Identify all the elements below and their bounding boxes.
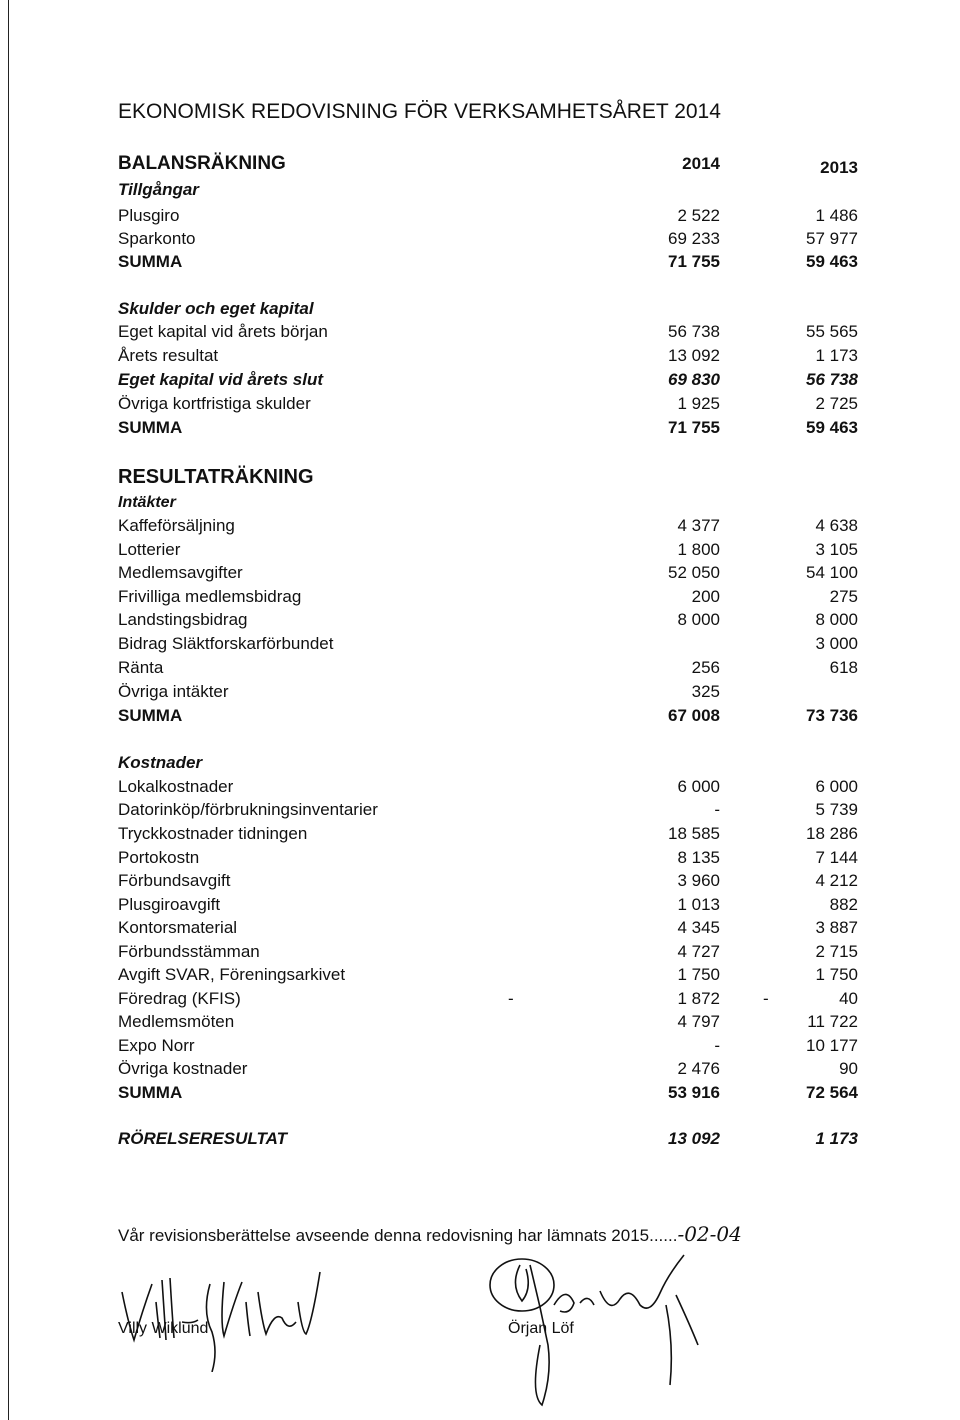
value-2014: 67 008 (668, 706, 720, 725)
table-row (118, 585, 878, 609)
value-2013: 6 000 (815, 777, 858, 796)
value-2013: 18 286 (806, 824, 858, 843)
value-2013: 40 (839, 989, 858, 1008)
row-label: Kaffeförsäljning (118, 516, 235, 535)
assets-heading: Tillgångar (118, 180, 199, 199)
row-label: RÖRELSERESULTAT (118, 1129, 288, 1148)
row-label: SUMMA (118, 706, 183, 725)
value-2014: 1 872 (677, 989, 720, 1008)
row-label: Kontorsmaterial (118, 918, 238, 937)
row-label: Expo Norr (118, 1036, 195, 1055)
value-2013: 54 100 (806, 563, 858, 582)
row-label: Övriga intäkter (118, 682, 229, 701)
value-2013: 7 144 (815, 848, 858, 867)
audit-note-dots: ...... (649, 1226, 678, 1245)
value-2014: 256 (691, 658, 720, 677)
section-heading (118, 751, 878, 775)
value-2013: 73 736 (806, 706, 858, 725)
section-heading (118, 178, 878, 202)
value-2014: 4 727 (677, 942, 720, 961)
row-label: SUMMA (118, 252, 183, 271)
value-2014: 8 000 (677, 610, 720, 629)
value-2014: 18 585 (668, 824, 720, 843)
table-row (118, 227, 878, 251)
value-2013: 4 638 (815, 516, 858, 535)
value-2014: 52 050 (668, 563, 720, 582)
table-row (118, 392, 878, 416)
sum-row (118, 250, 878, 274)
value-2014: 1 925 (677, 394, 720, 413)
value-2013: 3 887 (815, 918, 858, 937)
table-row (118, 561, 878, 585)
table-row (118, 344, 878, 368)
value-2014: - (714, 800, 720, 819)
value-2013: 1 750 (815, 965, 858, 984)
value-2013: 1 173 (815, 346, 858, 365)
value-2014: 71 755 (668, 252, 720, 271)
sum-row (118, 416, 878, 440)
value-2014: 3 960 (677, 871, 720, 890)
value-2014: 1 013 (677, 895, 720, 914)
value-2013: 56 738 (806, 370, 858, 389)
table-row (118, 798, 878, 822)
income-header-row (118, 465, 878, 489)
balance-header-row (118, 152, 878, 176)
table-row (118, 940, 878, 964)
value-2013: 59 463 (806, 252, 858, 271)
value-2013: 882 (829, 895, 858, 914)
audit-note (118, 1222, 742, 1246)
value-2013: 8 000 (815, 610, 858, 629)
table-row (118, 514, 878, 538)
value-2013: 59 463 (806, 418, 858, 437)
row-label: Övriga kostnader (118, 1059, 248, 1078)
row-label: Årets resultat (118, 346, 219, 365)
value-2014: 200 (691, 587, 720, 606)
row-label: SUMMA (118, 1083, 183, 1102)
value-2014: 4 345 (677, 918, 720, 937)
value-2014: 4 797 (677, 1012, 720, 1031)
table-row (118, 822, 878, 846)
value-2014: 69 830 (668, 370, 720, 389)
row-label: Sparkonto (118, 229, 196, 248)
audit-note-text: Vår revisionsberättelse avseende denna redovisning har lämnats 2015 (118, 1226, 650, 1245)
table-row (118, 775, 878, 799)
row-label: Bidrag Släktforskarförbundet (118, 634, 334, 653)
row-label: Portokostn (118, 848, 200, 867)
table-row (118, 320, 878, 344)
signature-orjan-lof (470, 1245, 710, 1420)
value-2014: 4 377 (677, 516, 720, 535)
signature-villy-wiklund (112, 1262, 332, 1372)
equity-end-row (118, 368, 878, 392)
row-label: Frivilliga medlemsbidrag (118, 587, 302, 606)
income-heading: RESULTATRÄKNING (118, 466, 314, 488)
row-label: Eget kapital vid årets början (118, 322, 328, 341)
row-label: Förbundsavgift (118, 871, 231, 890)
col-2013-header: 2013 (820, 158, 858, 177)
row-label: Tryckkostnader tidningen (118, 824, 308, 843)
value-2014: 1 750 (677, 965, 720, 984)
signer-name-2: Örjan Löf (508, 1320, 574, 1337)
value-2014: 56 738 (668, 322, 720, 341)
table-row (118, 538, 878, 562)
value-2013: 1 173 (815, 1129, 858, 1148)
row-label: Avgift SVAR, Föreningsarkivet (118, 965, 346, 984)
row-label: Lokalkostnader (118, 777, 234, 796)
col-2014-header: 2014 (682, 154, 720, 173)
value-2013: 2 725 (815, 394, 858, 413)
value-2013: 275 (829, 587, 858, 606)
table-row (118, 680, 878, 704)
value-2013: 90 (839, 1059, 858, 1078)
row-label: Övriga kortfristiga skulder (118, 394, 311, 413)
value-2014: 325 (691, 682, 720, 701)
value-2014: 71 755 (668, 418, 720, 437)
value-2013: 4 212 (815, 871, 858, 890)
row-label: Ränta (118, 658, 164, 677)
value-2014: 13 092 (668, 346, 720, 365)
value-2013: 55 565 (806, 322, 858, 341)
table-row (118, 893, 878, 917)
table-row (118, 608, 878, 632)
value-2013: 3 105 (815, 540, 858, 559)
row-label: Lotterier (118, 540, 181, 559)
balance-heading: BALANSRÄKNING (118, 153, 286, 174)
value-2013: 1 486 (815, 206, 858, 225)
table-row (118, 656, 878, 680)
row-label: SUMMA (118, 418, 183, 437)
section-heading (118, 491, 878, 515)
value-2014: 6 000 (677, 777, 720, 796)
table-row (118, 869, 878, 893)
table-row (118, 204, 878, 228)
table-row (118, 916, 878, 940)
row-label: Eget kapital vid årets slut (118, 370, 324, 389)
row-label: Landstingsbidrag (118, 610, 248, 629)
value-2014: 69 233 (668, 229, 720, 248)
page-title: EKONOMISK REDOVISNING FÖR VERKSAMHETSÅRET 2014 (118, 100, 721, 123)
sum-row (118, 704, 878, 728)
row-label: Förbundsstämman (118, 942, 260, 961)
handwritten-date: -02-04 (677, 1222, 742, 1246)
value-2014: 1 800 (677, 540, 720, 559)
minus-sign-2014: - (508, 989, 514, 1008)
section-heading (118, 297, 878, 321)
cost-heading: Kostnader (118, 753, 203, 772)
row-label: Datorinköp/förbrukningsinventarier (118, 800, 378, 819)
table-row (118, 1057, 878, 1081)
value-2014: 2 522 (677, 206, 720, 225)
operating-result-row (118, 1127, 878, 1151)
value-2013: 72 564 (806, 1083, 858, 1102)
table-row (118, 846, 878, 870)
row-label: Medlemsavgifter (118, 563, 243, 582)
value-2013: 11 722 (807, 1012, 858, 1031)
value-2013: 10 177 (806, 1036, 858, 1055)
sum-row (118, 1081, 878, 1105)
value-2014: 2 476 (677, 1059, 720, 1078)
row-label: Plusgiro (118, 206, 180, 225)
page-edge-line (8, 0, 9, 1420)
row-label: Plusgiroavgift (118, 895, 221, 914)
table-row (118, 987, 878, 1011)
table-row (118, 1010, 878, 1034)
value-2014: 8 135 (677, 848, 720, 867)
minus-sign-2013: - (763, 989, 769, 1008)
row-label: Medlemsmöten (118, 1012, 235, 1031)
row-label: Föredrag (KFIS) (118, 989, 241, 1008)
signer-name-1: Villy Wiklund (118, 1320, 209, 1337)
value-2014: 53 916 (668, 1083, 720, 1102)
value-2013: 2 715 (815, 942, 858, 961)
value-2014: - (714, 1036, 720, 1055)
value-2013: 3 000 (815, 634, 858, 653)
value-2013: 5 739 (815, 800, 858, 819)
table-row (118, 1034, 878, 1058)
value-2013: 57 977 (806, 229, 858, 248)
value-2014: 13 092 (668, 1129, 720, 1148)
table-row (118, 963, 878, 987)
liabilities-heading: Skulder och eget kapital (118, 299, 314, 318)
table-row (118, 632, 878, 656)
value-2013: 618 (829, 658, 858, 677)
revenue-heading: Intäkter (118, 494, 176, 511)
